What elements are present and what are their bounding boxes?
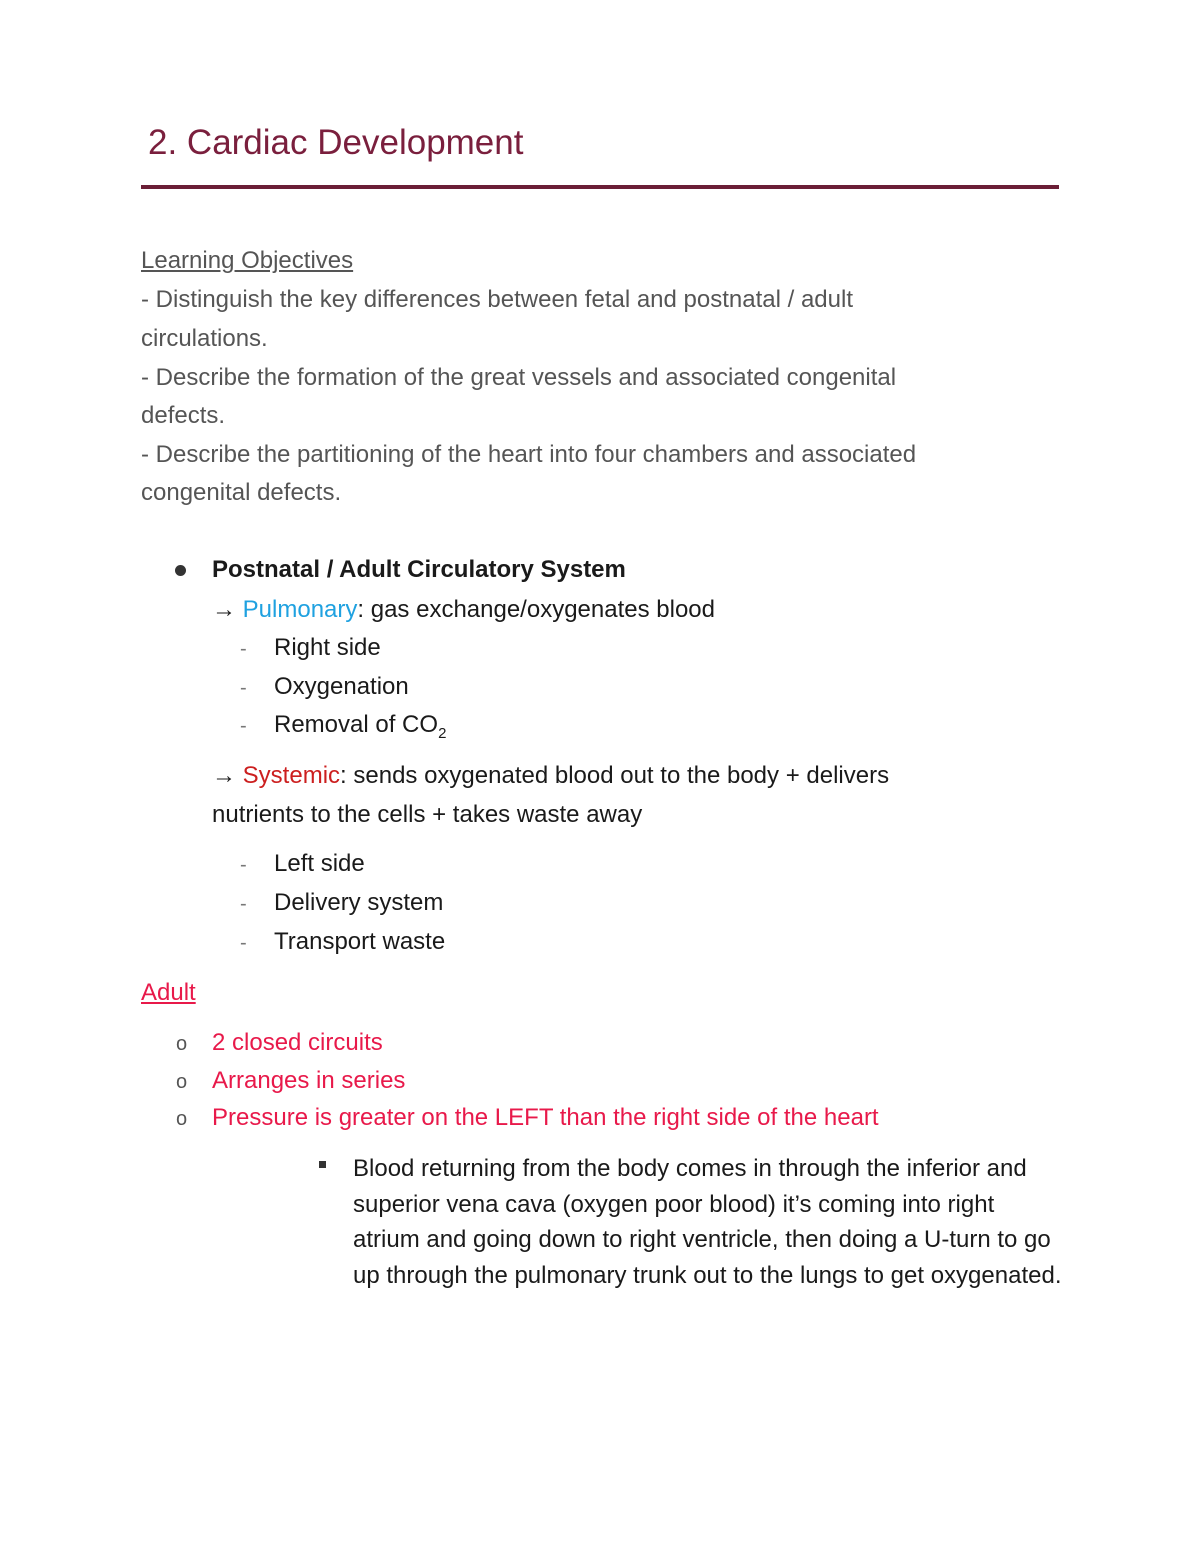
objective-line: congenital defects.: [141, 479, 342, 506]
arrow-right-icon: →: [212, 596, 236, 623]
objective-line: - Describe the partitioning of the heart into four chambers and associated: [141, 441, 917, 468]
dash-bullet: -: [240, 854, 247, 876]
adult-item: Arranges in series: [212, 1067, 406, 1094]
objective-line: circulations.: [141, 325, 268, 352]
bullet-dot-icon: [175, 565, 186, 576]
pulmonary-item: Right side: [274, 634, 381, 661]
adult-detail-paragraph: Blood returning from the body comes in through the inferior and superior vena cava (oxygen poor blood) it’s coming into right atrium and going down to right ventricle, then doing a U-turn to go up through the pulmonary trunk out to the lungs to get oxygenated.: [353, 1155, 1062, 1289]
learning-objectives-heading: Learning Objectives: [141, 247, 354, 274]
pulmonary-description: : gas exchange/oxygenates blood: [357, 596, 715, 623]
dash-bullet: -: [240, 677, 247, 699]
dash-bullet: -: [240, 893, 247, 915]
circle-bullet-icon: o: [176, 1033, 188, 1055]
pulmonary-line: [212, 593, 715, 627]
pulmonary-item: [274, 708, 446, 751]
objective-line: - Describe the formation of the great vessels and associated congenital: [141, 364, 897, 391]
systemic-term: Systemic: [242, 762, 341, 789]
systemic-line: [212, 759, 889, 793]
systemic-item: Delivery system: [274, 889, 444, 916]
page-title: 2. Cardiac Development: [148, 123, 524, 162]
circle-bullet-icon: o: [176, 1108, 188, 1130]
square-bullet-icon: [319, 1161, 326, 1168]
pulmonary-item: Oxygenation: [274, 673, 409, 700]
objective-line: defects.: [141, 402, 226, 429]
systemic-description-cont: nutrients to the cells + takes waste away: [212, 801, 643, 828]
co2-subscript: 2: [438, 724, 447, 742]
adult-item: Pressure is greater on the LEFT than the right side of the heart: [212, 1104, 879, 1131]
systemic-description: : sends oxygenated blood out to the body + delivers: [340, 762, 890, 789]
adult-heading: Adult: [141, 979, 196, 1006]
title-divider: [141, 185, 1059, 189]
dash-bullet: -: [240, 638, 247, 660]
arrow-right-icon: →: [212, 762, 236, 789]
section-heading: Postnatal / Adult Circulatory System: [212, 556, 626, 583]
dash-bullet: -: [240, 932, 247, 954]
circle-bullet-icon: o: [176, 1071, 188, 1093]
systemic-item: Left side: [274, 850, 365, 877]
objective-line: - Distinguish the key differences between fetal and postnatal / adult: [141, 286, 853, 313]
adult-item: 2 closed circuits: [212, 1029, 383, 1056]
systemic-item: Transport waste: [274, 928, 446, 955]
pulmonary-term: Pulmonary: [242, 596, 358, 623]
co2-text: Removal of CO: [274, 711, 439, 738]
dash-bullet: -: [240, 715, 247, 737]
